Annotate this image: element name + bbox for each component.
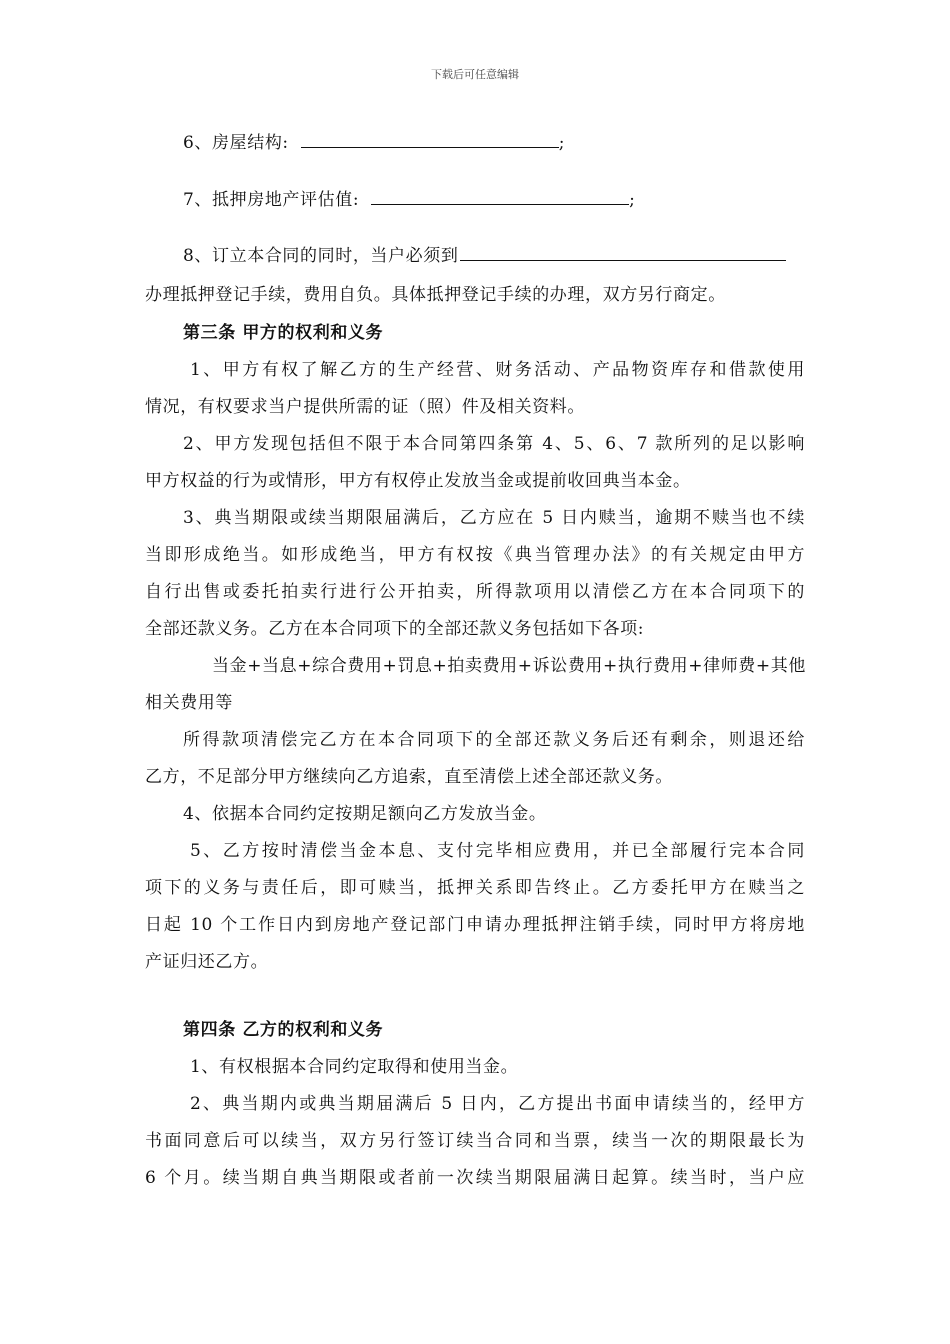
paragraph-line: 项下的义务与责任后，即可赎当，抵押关系即告终止。乙方委托甲方在赎当之 [145, 878, 805, 898]
paragraph-line: 2、甲方发现包括但不限于本合同第四条第 4、5、6、7 款所列的足以影响 [183, 434, 805, 454]
paragraph-line: 相关费用等 [145, 693, 233, 713]
paragraph-line: 自行出售或委托拍卖行进行公开拍卖，所得款项用以清偿乙方在本合同项下的 [145, 582, 805, 602]
fill-in-blank [371, 188, 629, 205]
paragraph-line: 日起 10 个工作日内到房地产登记部门申请办理抵押注销手续，同时甲方将房地 [145, 915, 805, 935]
field-label: 6、房屋结构: [183, 133, 289, 153]
paragraph-line: 3、典当期限或续当期限届满后，乙方应在 5 日内赎当，逾期不赎当也不续 [183, 508, 805, 528]
paragraph-line: 乙方，不足部分甲方继续向乙方追索，直至清偿上述全部还款义务。 [145, 767, 673, 787]
paragraph-line: 当金+当息+综合费用+罚息+拍卖费用+诉讼费用+执行费用+律师费+其他 [212, 656, 806, 676]
paragraph-line: 6 个月。续当期自典当期限或者前一次续当期限届满日起算。续当时，当户应 [145, 1168, 805, 1188]
paragraph-line: 书面同意后可以续当，双方另行签订续当合同和当票，续当一次的期限最长为 [145, 1131, 805, 1151]
fill-in-blank [460, 244, 786, 261]
field-label: 8、订立本合同的同时，当户必须到 [183, 246, 459, 266]
fill-in-blank [301, 131, 559, 148]
paragraph-line: 产证归还乙方。 [145, 952, 269, 972]
paragraph-line: 当即形成绝当。如形成绝当，甲方有权按《典当管理办法》的有关规定由甲方 [145, 545, 805, 565]
field-appraisal-value [183, 185, 636, 210]
page-header-note: 下载后可任意编辑 [431, 68, 519, 81]
paragraph-line: 所得款项清偿完乙方在本合同项下的全部还款义务后还有剩余，则退还给 [183, 730, 805, 750]
paragraph-line: 全部还款义务。乙方在本合同项下的全部还款义务包括如下各项: [145, 619, 645, 639]
paragraph-line: 情况，有权要求当户提供所需的证（照）件及相关资料。 [145, 397, 585, 417]
paragraph-line: 办理抵押登记手续，费用自负。具体抵押登记手续的办理，双方另行商定。 [145, 285, 726, 305]
paragraph-line: 5、乙方按时清偿当金本息、支付完毕相应费用，并已全部履行完本合同 [190, 841, 805, 861]
article-4-title: 第四条 乙方的权利和义务 [183, 1020, 384, 1040]
field-label: 7、抵押房地产评估值: [183, 190, 360, 210]
paragraph-line: 4、依据本合同约定按期足额向乙方发放当金。 [183, 804, 547, 824]
field-registration-place [183, 241, 786, 266]
field-end: ; [558, 133, 566, 153]
paragraph-line: 1、有权根据本合同约定取得和使用当金。 [190, 1057, 519, 1077]
field-end: ; [629, 190, 636, 210]
article-3-title: 第三条 甲方的权利和义务 [183, 323, 384, 343]
paragraph-line: 甲方权益的行为或情形，甲方有权停止发放当金或提前收回典当本金。 [145, 471, 691, 491]
field-house-structure [183, 128, 565, 153]
paragraph-line: 1、甲方有权了解乙方的生产经营、财务活动、产品物资库存和借款使用 [190, 360, 805, 380]
paragraph-line: 2、典当期内或典当期届满后 5 日内，乙方提出书面申请续当的，经甲方 [190, 1094, 805, 1114]
